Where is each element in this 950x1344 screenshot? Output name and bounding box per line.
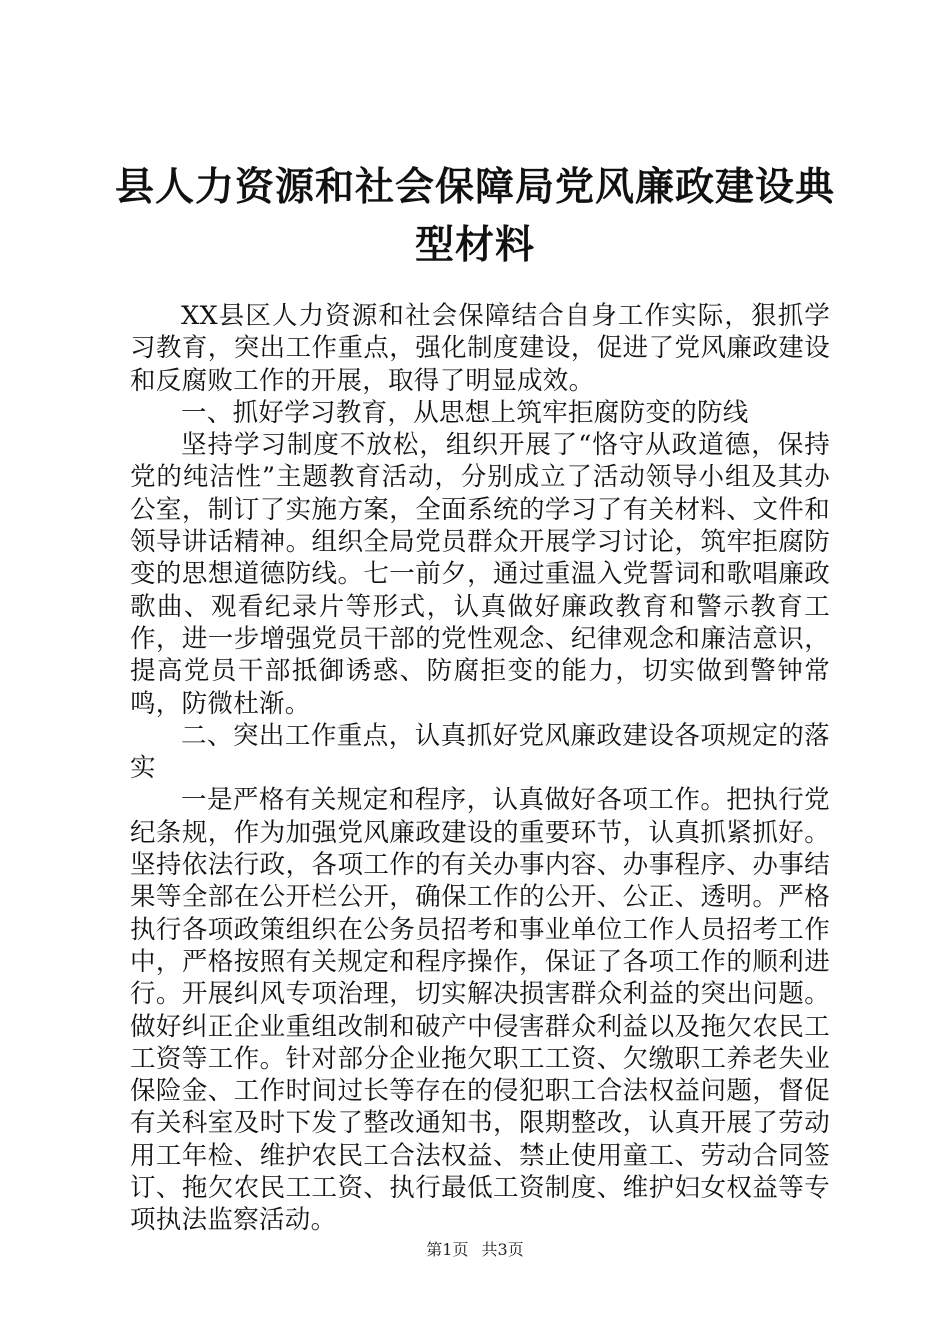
section-heading-2: 二、突出工作重点，认真抓好党风廉政建设各项规定的落实 <box>130 720 830 784</box>
page-number: 第1页 <box>426 1240 469 1259</box>
document-body <box>130 300 830 1237</box>
page-footer <box>0 1240 950 1260</box>
paragraph-study-education: 坚持学习制度不放松，组织开展了“恪守从政道德，保持党的纯洁性”主题教育活动，分别成立了活动领导小组及其办公室，制订了实施方案，全面系统的学习了有关材料、文件和领导讲话精神。组织全局党员群众开展学习讨论，筑牢拒腐防变的思想道德防线。七一前夕，通过重温入党誓词和歌唱廉政歌曲、观看纪录片等形式，认真做好廉政教育和警示教育工作，进一步增强党员干部的党性观念、纪律观念和廉洁意识，提高党员干部抵御诱惑、防腐拒变的能力，切实做到警钟常鸣，防微杜渐。 <box>130 430 830 719</box>
document-title: 县人力资源和社会保障局党风廉政建设典型材料 <box>114 164 835 268</box>
page-total: 共3页 <box>481 1240 524 1259</box>
paragraph-regulations: 一是严格有关规定和程序，认真做好各项工作。把执行党纪条规，作为加强党风廉政建设的重要环节，认真抓紧抓好。坚持依法行政，各项工作的有关办事内容、办事程序、办事结果等全部在公开栏公开，确保工作的公开、公正、透明。严格执行各项政策组织在公务员招考和事业单位工作人员招考工作中，严格按照有关规定和程序操作，保证了各项工作的顺利进行。开展纠风专项治理，切实解决损害群众利益的突出问题。做好纠正企业重组改制和破产中侵害群众利益以及拖欠农民工工资等工作。针对部分企业拖欠职工工资、欠缴职工养老失业保险金、工作时间过长等存在的侵犯职工合法权益问题，督促有关科室及时下发了整改通知书，限期整改，认真开展了劳动用工年检、维护农民工合法权益、禁止使用童工、劳动合同签订、拖欠农民工工资、执行最低工资制度、维护妇女权益等专项执法监察活动。 <box>130 785 830 1236</box>
section-heading-1: 一、抓好学习教育，从思想上筑牢拒腐防变的防线 <box>181 397 749 428</box>
paragraph-intro: XX县区人力资源和社会保障结合自身工作实际，狠抓学习教育，突出工作重点，强化制度建设，促进了党风廉政建设和反腐败工作的开展，取得了明显成效。 <box>130 301 830 396</box>
